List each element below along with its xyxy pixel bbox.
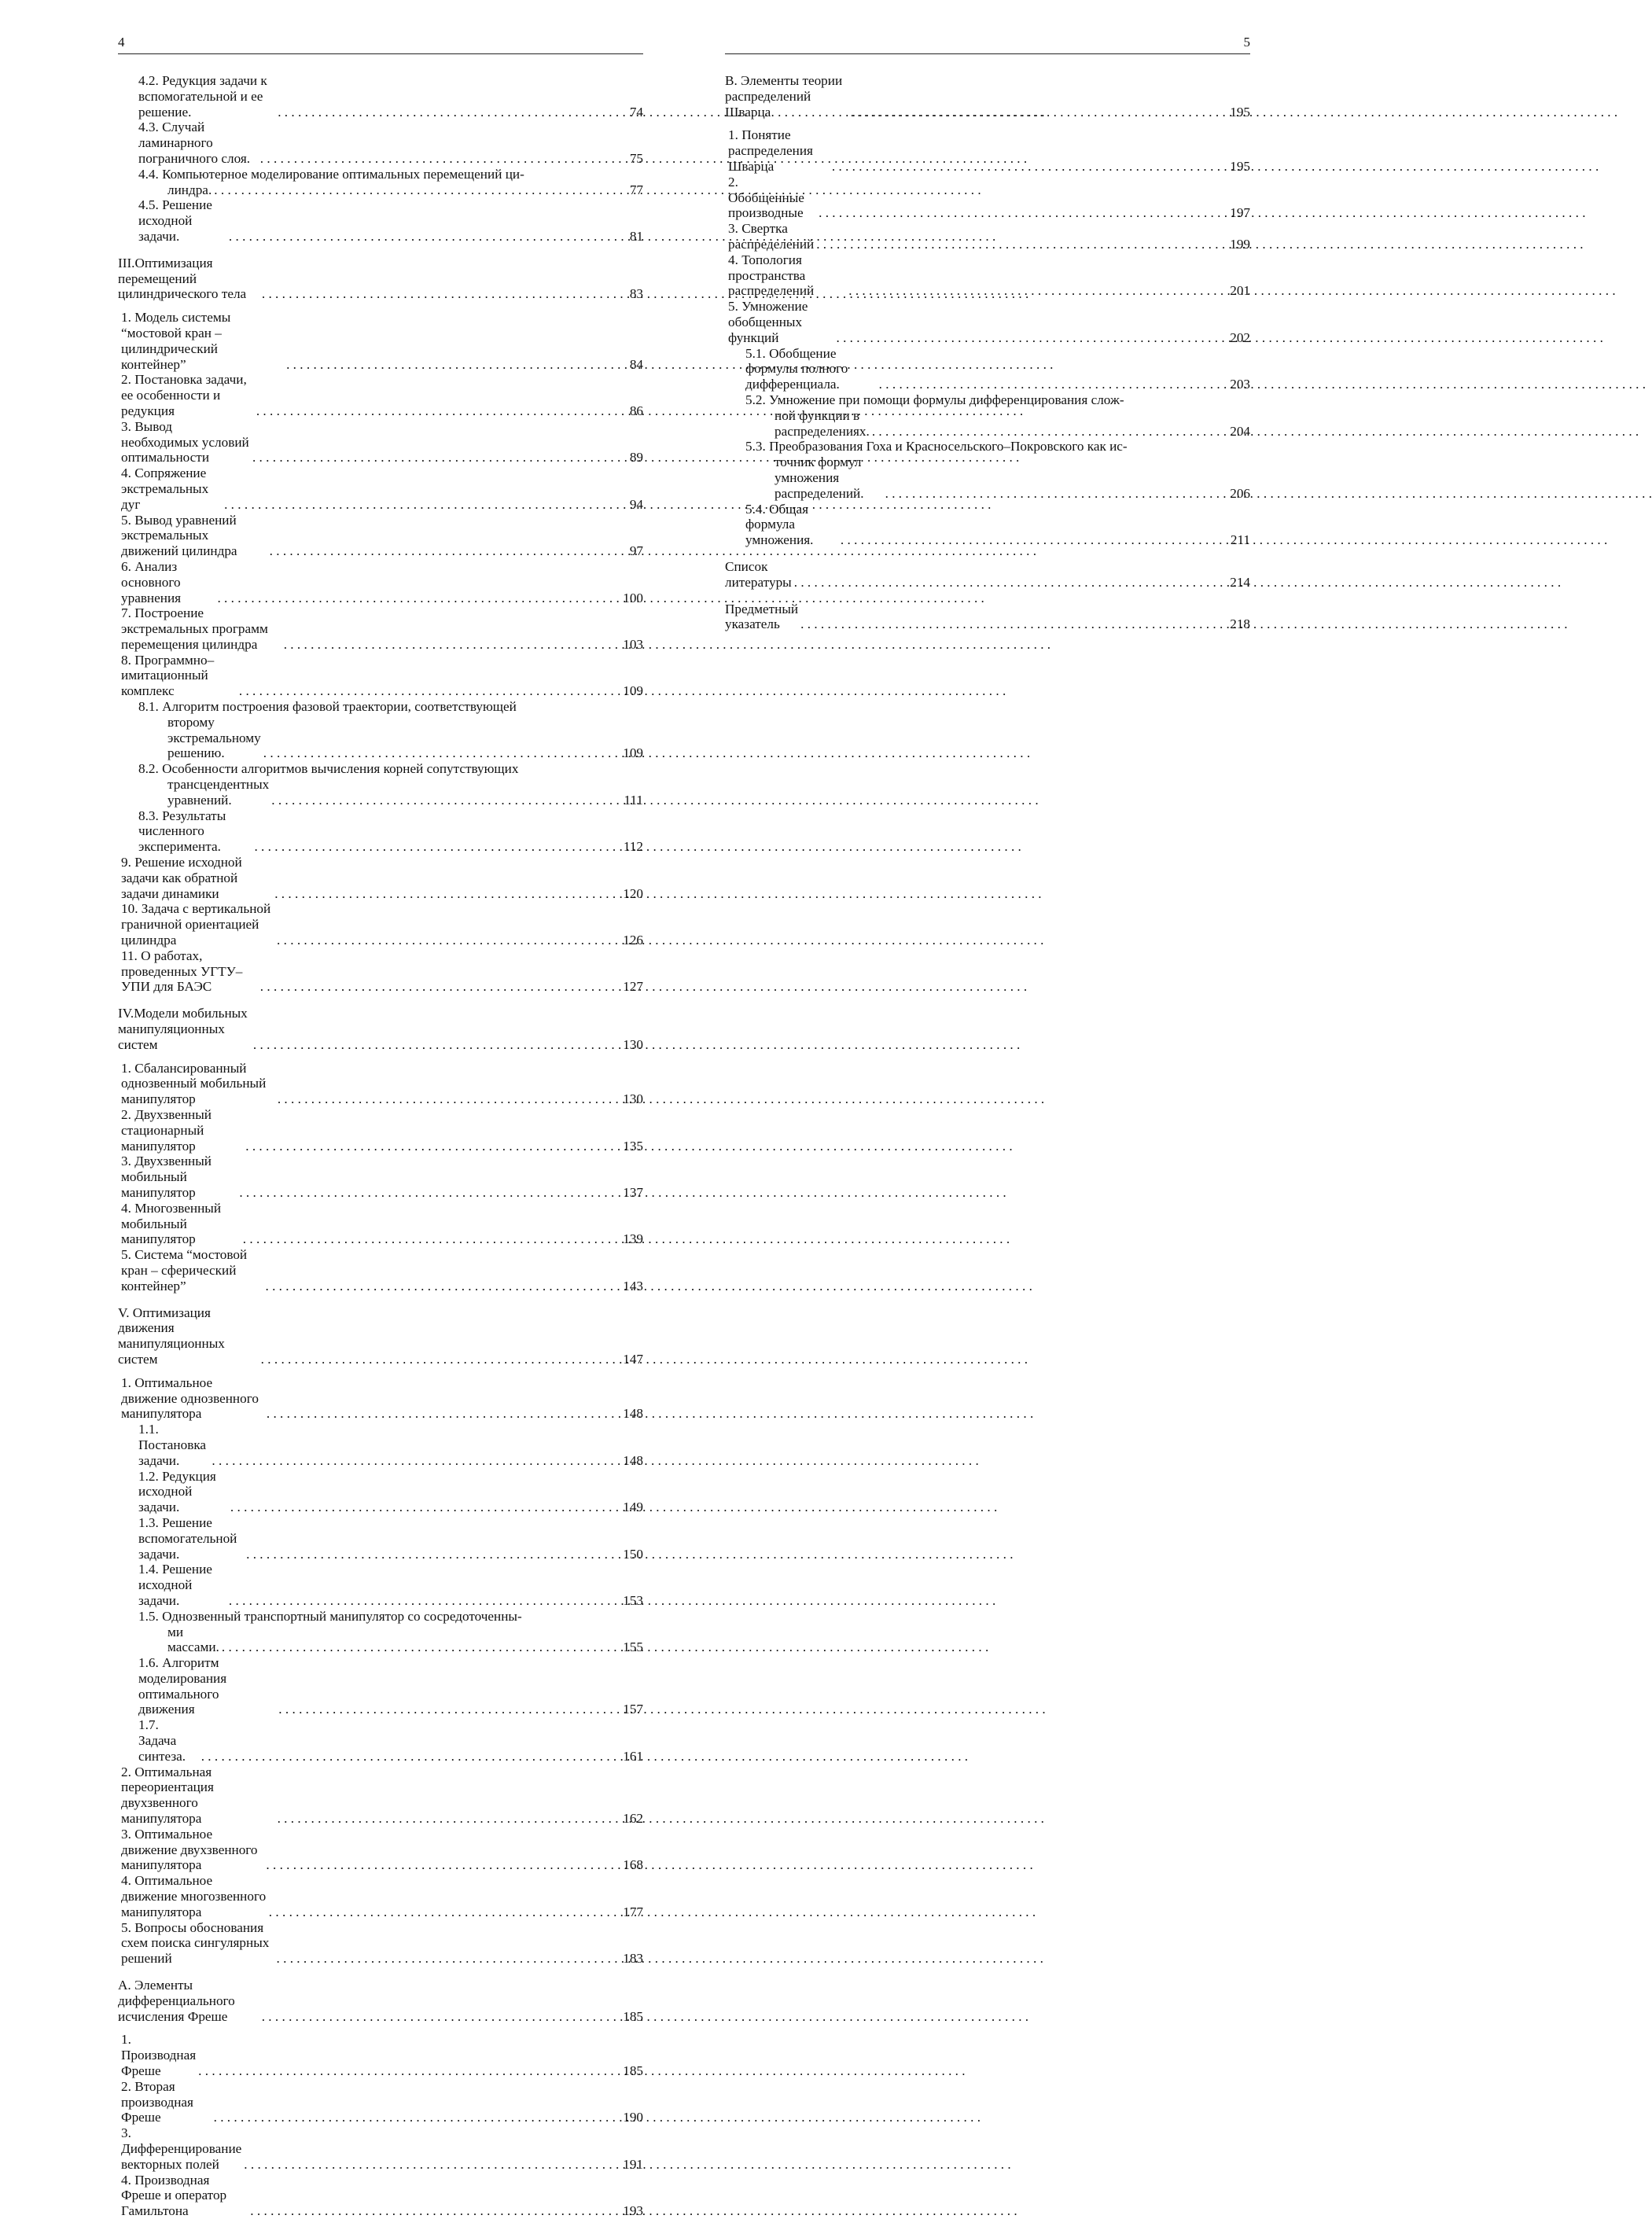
toc-chapter[interactable]: [118, 1978, 643, 2024]
toc-section[interactable]: [118, 513, 643, 559]
toc-chapter[interactable]: [118, 1305, 643, 1367]
toc-page-number: 130: [623, 1091, 643, 1107]
page-header: [725, 31, 1250, 54]
toc-page-number: 147: [623, 1351, 643, 1367]
dot-leader: [883, 486, 1220, 502]
dot-leader: [252, 839, 613, 855]
toc-chapter[interactable]: [725, 602, 1250, 633]
toc-section[interactable]: [118, 1375, 643, 1422]
toc-section[interactable]: [118, 2125, 643, 2172]
toc-page-number: 127: [623, 979, 643, 995]
toc-label: ми массами.: [167, 1624, 219, 1655]
toc-section[interactable]: [118, 1247, 643, 1293]
toc-section[interactable]: [725, 127, 1250, 174]
toc-subsection[interactable]: [118, 1717, 643, 1764]
toc-label: 10. Задача с вертикальной граничной ориентацией цилиндра: [121, 901, 271, 948]
toc-page-number: 157: [623, 1702, 643, 1717]
toc-label: 4. Сопряжение экстремальных дуг: [121, 466, 209, 512]
toc-section[interactable]: [118, 1061, 643, 1107]
toc-entry-line[interactable]: 5.2. Умножение при помощи формулы дифференцирования слож-: [745, 392, 1124, 407]
dot-leader: [222, 497, 613, 513]
toc-label: 1.7. Задача синтеза.: [138, 1717, 186, 1764]
toc-section[interactable]: [118, 372, 643, 418]
toc-label: Список литературы: [725, 558, 792, 590]
toc-label: ной функции в распределениях.: [774, 407, 870, 439]
dot-leader: [274, 933, 613, 948]
toc-page-number: 193: [623, 2203, 643, 2219]
page-number: 5: [1243, 35, 1250, 50]
toc-page-number: 109: [623, 745, 643, 761]
toc-subsection[interactable]: [118, 1655, 643, 1717]
toc-page-number: 137: [623, 1184, 643, 1200]
toc-label: 1.6. Алгоритм моделирования оптимального движения: [138, 1655, 227, 1717]
dot-leader: [275, 105, 613, 120]
toc-page-number: 162: [623, 1811, 643, 1827]
toc-page-number: 100: [623, 590, 643, 605]
toc-page-number: 203: [1230, 377, 1250, 392]
toc-chapter[interactable]: [118, 1006, 643, 1052]
toc-section[interactable]: [118, 1201, 643, 1247]
dot-leader: [267, 1904, 613, 1920]
toc-chapter[interactable]: [118, 256, 643, 302]
toc-entry-line[interactable]: 8.1. Алгоритм построения фазовой траектории, соответствующей: [138, 699, 517, 715]
toc-page-number: 139: [623, 1231, 643, 1247]
dot-leader: [814, 237, 1220, 252]
dot-leader: [848, 105, 1220, 120]
toc-label: 2. Постановка задачи, ее особенности и редукция: [121, 372, 247, 418]
toc-page-number: 148: [623, 1406, 643, 1422]
toc-subsection[interactable]: [725, 346, 1250, 392]
toc-label: 4.2. Редукция задачи к вспомогательной и ее решение.: [138, 73, 267, 120]
toc-label: 1. Сбалансированный однозвенный мобильный манипулятор: [121, 1060, 267, 1107]
dot-leader: [226, 229, 613, 245]
left-page: [118, 31, 643, 2219]
toc-label: 5. Умножение обобщенных функций: [728, 299, 808, 345]
toc-page-number: 195: [1230, 158, 1250, 174]
toc-entry-continuation[interactable]: [118, 777, 643, 808]
toc-page-number: 120: [623, 885, 643, 901]
dot-leader: [816, 205, 1220, 221]
dot-leader: [284, 357, 613, 373]
toc-label: 1. Модель системы “мостовой кран – цилиндрический контейнер”: [121, 310, 231, 372]
toc-label: 2. Двухзвенный стационарный манипулятор: [121, 1107, 212, 1154]
dot-leader: [250, 450, 613, 466]
toc-page-number: 161: [623, 1748, 643, 1764]
toc-section[interactable]: [118, 310, 643, 372]
dot-leader: [259, 1352, 613, 1367]
toc-entry-continuation[interactable]: [118, 1625, 643, 1656]
toc-label: 3. Двухзвенный мобильный манипулятор: [121, 1154, 212, 1200]
toc-page-number: 97: [629, 543, 643, 559]
toc-section[interactable]: [118, 1920, 643, 1967]
toc-page-number: 89: [629, 450, 643, 466]
toc-entry-continuation[interactable]: [725, 408, 1250, 440]
toc-subsection[interactable]: [118, 1469, 643, 1515]
dot-leader: [258, 151, 613, 167]
toc-subsection[interactable]: [118, 1562, 643, 1608]
toc-entry-continuation[interactable]: [118, 715, 643, 761]
toc-label: 4. Оптимальное движение многозвенного манипулятора: [121, 1873, 267, 1919]
dot-leader: [276, 1702, 613, 1717]
dot-leader: [274, 1951, 614, 1967]
toc-label: 4. Многозвенный мобильный манипулятор: [121, 1200, 222, 1247]
toc-label: трансцендентных уравнений.: [167, 777, 270, 808]
table-of-contents: [725, 73, 1250, 632]
toc-label: 1. Оптимальное движение однозвенного манипулятора: [121, 1374, 259, 1422]
dot-leader: [263, 1279, 613, 1294]
dot-leader: [241, 2157, 613, 2173]
toc-label: 1.2. Редукция исходной задачи.: [138, 1468, 216, 1515]
toc-label: 4.5. Решение исходной задачи.: [138, 197, 212, 244]
toc-subsection[interactable]: [118, 1422, 643, 1468]
toc-page-number: 149: [623, 1500, 643, 1515]
toc-label: 2. Оптимальная переориентация двухзвенного манипулятора: [121, 1764, 214, 1827]
toc-label: 4.3. Случай ламинарного пограничного слоя.: [138, 120, 251, 166]
dot-leader: [259, 286, 613, 302]
toc-page-number: 168: [623, 1857, 643, 1873]
dot-leader: [248, 2203, 613, 2219]
toc-section[interactable]: [725, 175, 1250, 221]
toc-label: 5. Вывод уравнений экстремальных движений цилиндра: [121, 512, 237, 559]
dot-leader: [228, 1500, 613, 1515]
toc-section[interactable]: [118, 2173, 643, 2219]
toc-label: IV.Модели мобильных манипуляционных систем: [118, 1006, 248, 1052]
toc-label: V. Оптимизация движения манипуляционных систем: [118, 1305, 225, 1367]
table-of-contents: [118, 73, 643, 2219]
toc-page-number: 86: [629, 403, 643, 418]
toc-page-number: 185: [623, 2063, 643, 2079]
toc-label: 9. Решение исходной задачи как обратной задачи динамики: [121, 855, 242, 901]
dot-leader: [244, 1547, 613, 1562]
toc-label: 1. Понятие распределения Шварца: [728, 127, 813, 174]
dot-leader: [261, 745, 613, 761]
page-number: 4: [118, 35, 125, 50]
toc-label: 4. Топология пространства распределений: [728, 252, 815, 299]
dot-leader: [275, 1811, 613, 1827]
toc-section[interactable]: [118, 466, 643, 512]
toc-label: III.Оптимизация перемещений цилиндрического тела: [118, 255, 247, 302]
toc-page-number: 155: [623, 1639, 643, 1655]
toc-label: Предметный указатель: [725, 601, 799, 632]
dot-leader: [251, 1037, 613, 1053]
dot-leader: [209, 1453, 613, 1469]
toc-page-number: 202: [1230, 329, 1250, 345]
toc-page-number: 143: [623, 1278, 643, 1293]
toc-section[interactable]: [118, 653, 643, 699]
toc-label: 1. Производная Фреше: [121, 2032, 197, 2079]
toc-label: 3. Свертка распределений: [728, 221, 815, 252]
toc-label: 4. Производная Фреше и оператор Гамильтона: [121, 2172, 227, 2219]
toc-label: 8. Программно–имитационный комплекс: [121, 652, 215, 699]
toc-section[interactable]: [118, 855, 643, 901]
toc-page-number: 77: [629, 182, 643, 197]
right-page: [725, 31, 1250, 640]
toc-section[interactable]: [118, 605, 643, 652]
toc-chapter[interactable]: [725, 559, 1250, 591]
toc-page-number: 153: [623, 1592, 643, 1608]
toc-label: 5.1. Обобщение формулы полного дифференциала.: [745, 345, 848, 392]
toc-label: 6. Анализ основного уравнения: [121, 558, 182, 605]
toc-label: 3. Оптимальное движение двухзвенного манипулятора: [121, 1826, 258, 1873]
dot-leader: [212, 2110, 613, 2125]
toc-label: 8.3. Результаты численного эксперимента.: [138, 808, 226, 855]
dot-leader: [254, 403, 613, 419]
toc-page-number: 211: [1230, 532, 1250, 548]
toc-entry-line[interactable]: 8.2. Особенности алгоритмов вычисления корней сопутствующих: [138, 761, 519, 777]
toc-page-number: 150: [623, 1546, 643, 1562]
dot-leader: [275, 1091, 613, 1107]
toc-page-number: 148: [623, 1452, 643, 1468]
toc-section[interactable]: [725, 221, 1250, 252]
toc-section[interactable]: [118, 1827, 643, 1873]
toc-subsection[interactable]: [725, 502, 1250, 548]
toc-label: 3. Вывод необходимых условий оптимальности: [121, 418, 249, 466]
toc-page-number: 81: [629, 228, 643, 244]
toc-page-number: 185: [623, 2008, 643, 2024]
dot-leader: [212, 182, 613, 198]
toc-page-number: 103: [623, 636, 643, 652]
toc-page-number: 201: [1230, 283, 1250, 299]
dot-leader: [259, 2009, 613, 2025]
dot-leader: [830, 159, 1220, 175]
toc-page-number: 183: [623, 1951, 643, 1967]
toc-subsection[interactable]: [118, 73, 643, 120]
toc-entry-line[interactable]: 5.3. Преобразования Гоха и Красносельского–Покровского как ис-: [745, 439, 1128, 454]
dot-leader: [281, 637, 613, 653]
dot-leader: [226, 1593, 613, 1609]
toc-section[interactable]: [118, 559, 643, 605]
toc-entry-continuation[interactable]: [118, 182, 643, 198]
toc-label: 1.1. Постановка задачи.: [138, 1422, 207, 1468]
toc-label: 5. Система “мостовой кран – сферический контейнер”: [121, 1247, 248, 1293]
dot-leader: [269, 793, 613, 808]
toc-section[interactable]: [118, 1765, 643, 1827]
dot-leader: [264, 1406, 613, 1422]
dot-leader: [877, 377, 1220, 392]
dot-leader: [267, 543, 613, 559]
dot-leader: [219, 1639, 613, 1655]
toc-page-number: 177: [623, 1904, 643, 1919]
dot-leader: [258, 979, 613, 995]
toc-label: 11. О работах, проведенных УГТУ–УПИ для БАЭС: [121, 948, 243, 995]
toc-section[interactable]: [118, 948, 643, 995]
toc-label: второму экстремальному решению.: [167, 714, 261, 761]
dot-leader: [237, 683, 613, 699]
toc-section[interactable]: [118, 419, 643, 466]
toc-label: B. Элементы теории распределений Шварца: [725, 73, 843, 120]
toc-section[interactable]: [118, 1873, 643, 1919]
toc-section[interactable]: [118, 1154, 643, 1200]
toc-label: 1.4. Решение исходной задачи.: [138, 1562, 212, 1608]
toc-label: A. Элементы дифференциального исчисления Фреше: [118, 1978, 235, 2024]
dot-leader: [237, 1185, 613, 1201]
dot-leader: [272, 886, 613, 902]
dot-leader: [792, 575, 1220, 591]
dot-leader: [199, 1749, 613, 1765]
toc-page-number: 75: [629, 150, 643, 166]
toc-page-number: 111: [624, 792, 643, 808]
toc-section[interactable]: [118, 1107, 643, 1154]
toc-page-number: 112: [623, 839, 643, 855]
toc-page-number: 191: [623, 2156, 643, 2172]
toc-page-number: 206: [1230, 485, 1250, 501]
toc-page-number: 214: [1230, 574, 1250, 590]
toc-chapter[interactable]: [725, 73, 1250, 120]
toc-page-number: 74: [629, 104, 643, 120]
toc-page-number: 218: [1230, 616, 1250, 632]
dot-leader: [196, 2063, 613, 2079]
toc-label: 1.3. Решение вспомогательной задачи.: [138, 1514, 237, 1562]
dot-leader: [798, 616, 1220, 632]
toc-label: 3. Дифференцирование векторных полей: [121, 2125, 242, 2172]
toc-entry-line[interactable]: 4.4. Компьютерное моделирование оптимальных перемещений ци-: [138, 166, 524, 182]
toc-page-number: 199: [1230, 236, 1250, 252]
toc-page-number: 84: [629, 356, 643, 372]
toc-page-number: 197: [1230, 205, 1250, 221]
toc-page-number: 190: [623, 2110, 643, 2125]
dot-leader: [263, 1857, 613, 1873]
dot-leader: [241, 1231, 613, 1247]
page-header: [118, 31, 643, 54]
toc-section[interactable]: [725, 299, 1250, 345]
toc-subsection[interactable]: [118, 120, 643, 166]
toc-label: линдра.: [167, 182, 212, 197]
dot-leader: [243, 1139, 613, 1154]
toc-page-number: 109: [623, 683, 643, 699]
toc-page-number: 195: [1230, 104, 1250, 120]
dot-leader: [215, 591, 613, 606]
toc-label: 2. Обобщенные производные: [728, 174, 804, 221]
toc-page-number: 126: [623, 933, 643, 948]
dot-leader: [870, 424, 1220, 440]
toc-entry-continuation[interactable]: [725, 454, 1250, 501]
dot-leader: [846, 283, 1220, 299]
toc-page-number: 204: [1230, 423, 1250, 439]
toc-page-number: 130: [623, 1036, 643, 1052]
dot-leader: [833, 330, 1220, 346]
toc-label: 2. Вторая производная Фреше: [121, 2078, 193, 2125]
toc-label: 5.4. Общая формула умножения.: [745, 501, 814, 548]
toc-label: точник формул умножения распределений.: [774, 454, 864, 501]
toc-subsection[interactable]: [118, 197, 643, 244]
toc-subsection[interactable]: [118, 1515, 643, 1562]
toc-section[interactable]: [725, 252, 1250, 299]
toc-entry-line[interactable]: 1.5. Однозвенный транспортный манипулятор со сосредоточенны-: [138, 1608, 522, 1624]
toc-page-number: 94: [629, 496, 643, 512]
toc-page-number: 135: [623, 1138, 643, 1154]
dot-leader: [838, 532, 1220, 548]
toc-page-number: 83: [629, 286, 643, 302]
toc-subsection[interactable]: [118, 808, 643, 855]
toc-label: 7. Построение экстремальных программ перемещения цилиндра: [121, 605, 268, 652]
toc-section[interactable]: [118, 901, 643, 948]
toc-section[interactable]: [118, 2079, 643, 2125]
toc-section[interactable]: [118, 2032, 643, 2078]
toc-label: 5. Вопросы обоснования схем поиска сингулярных решений: [121, 1919, 270, 1967]
